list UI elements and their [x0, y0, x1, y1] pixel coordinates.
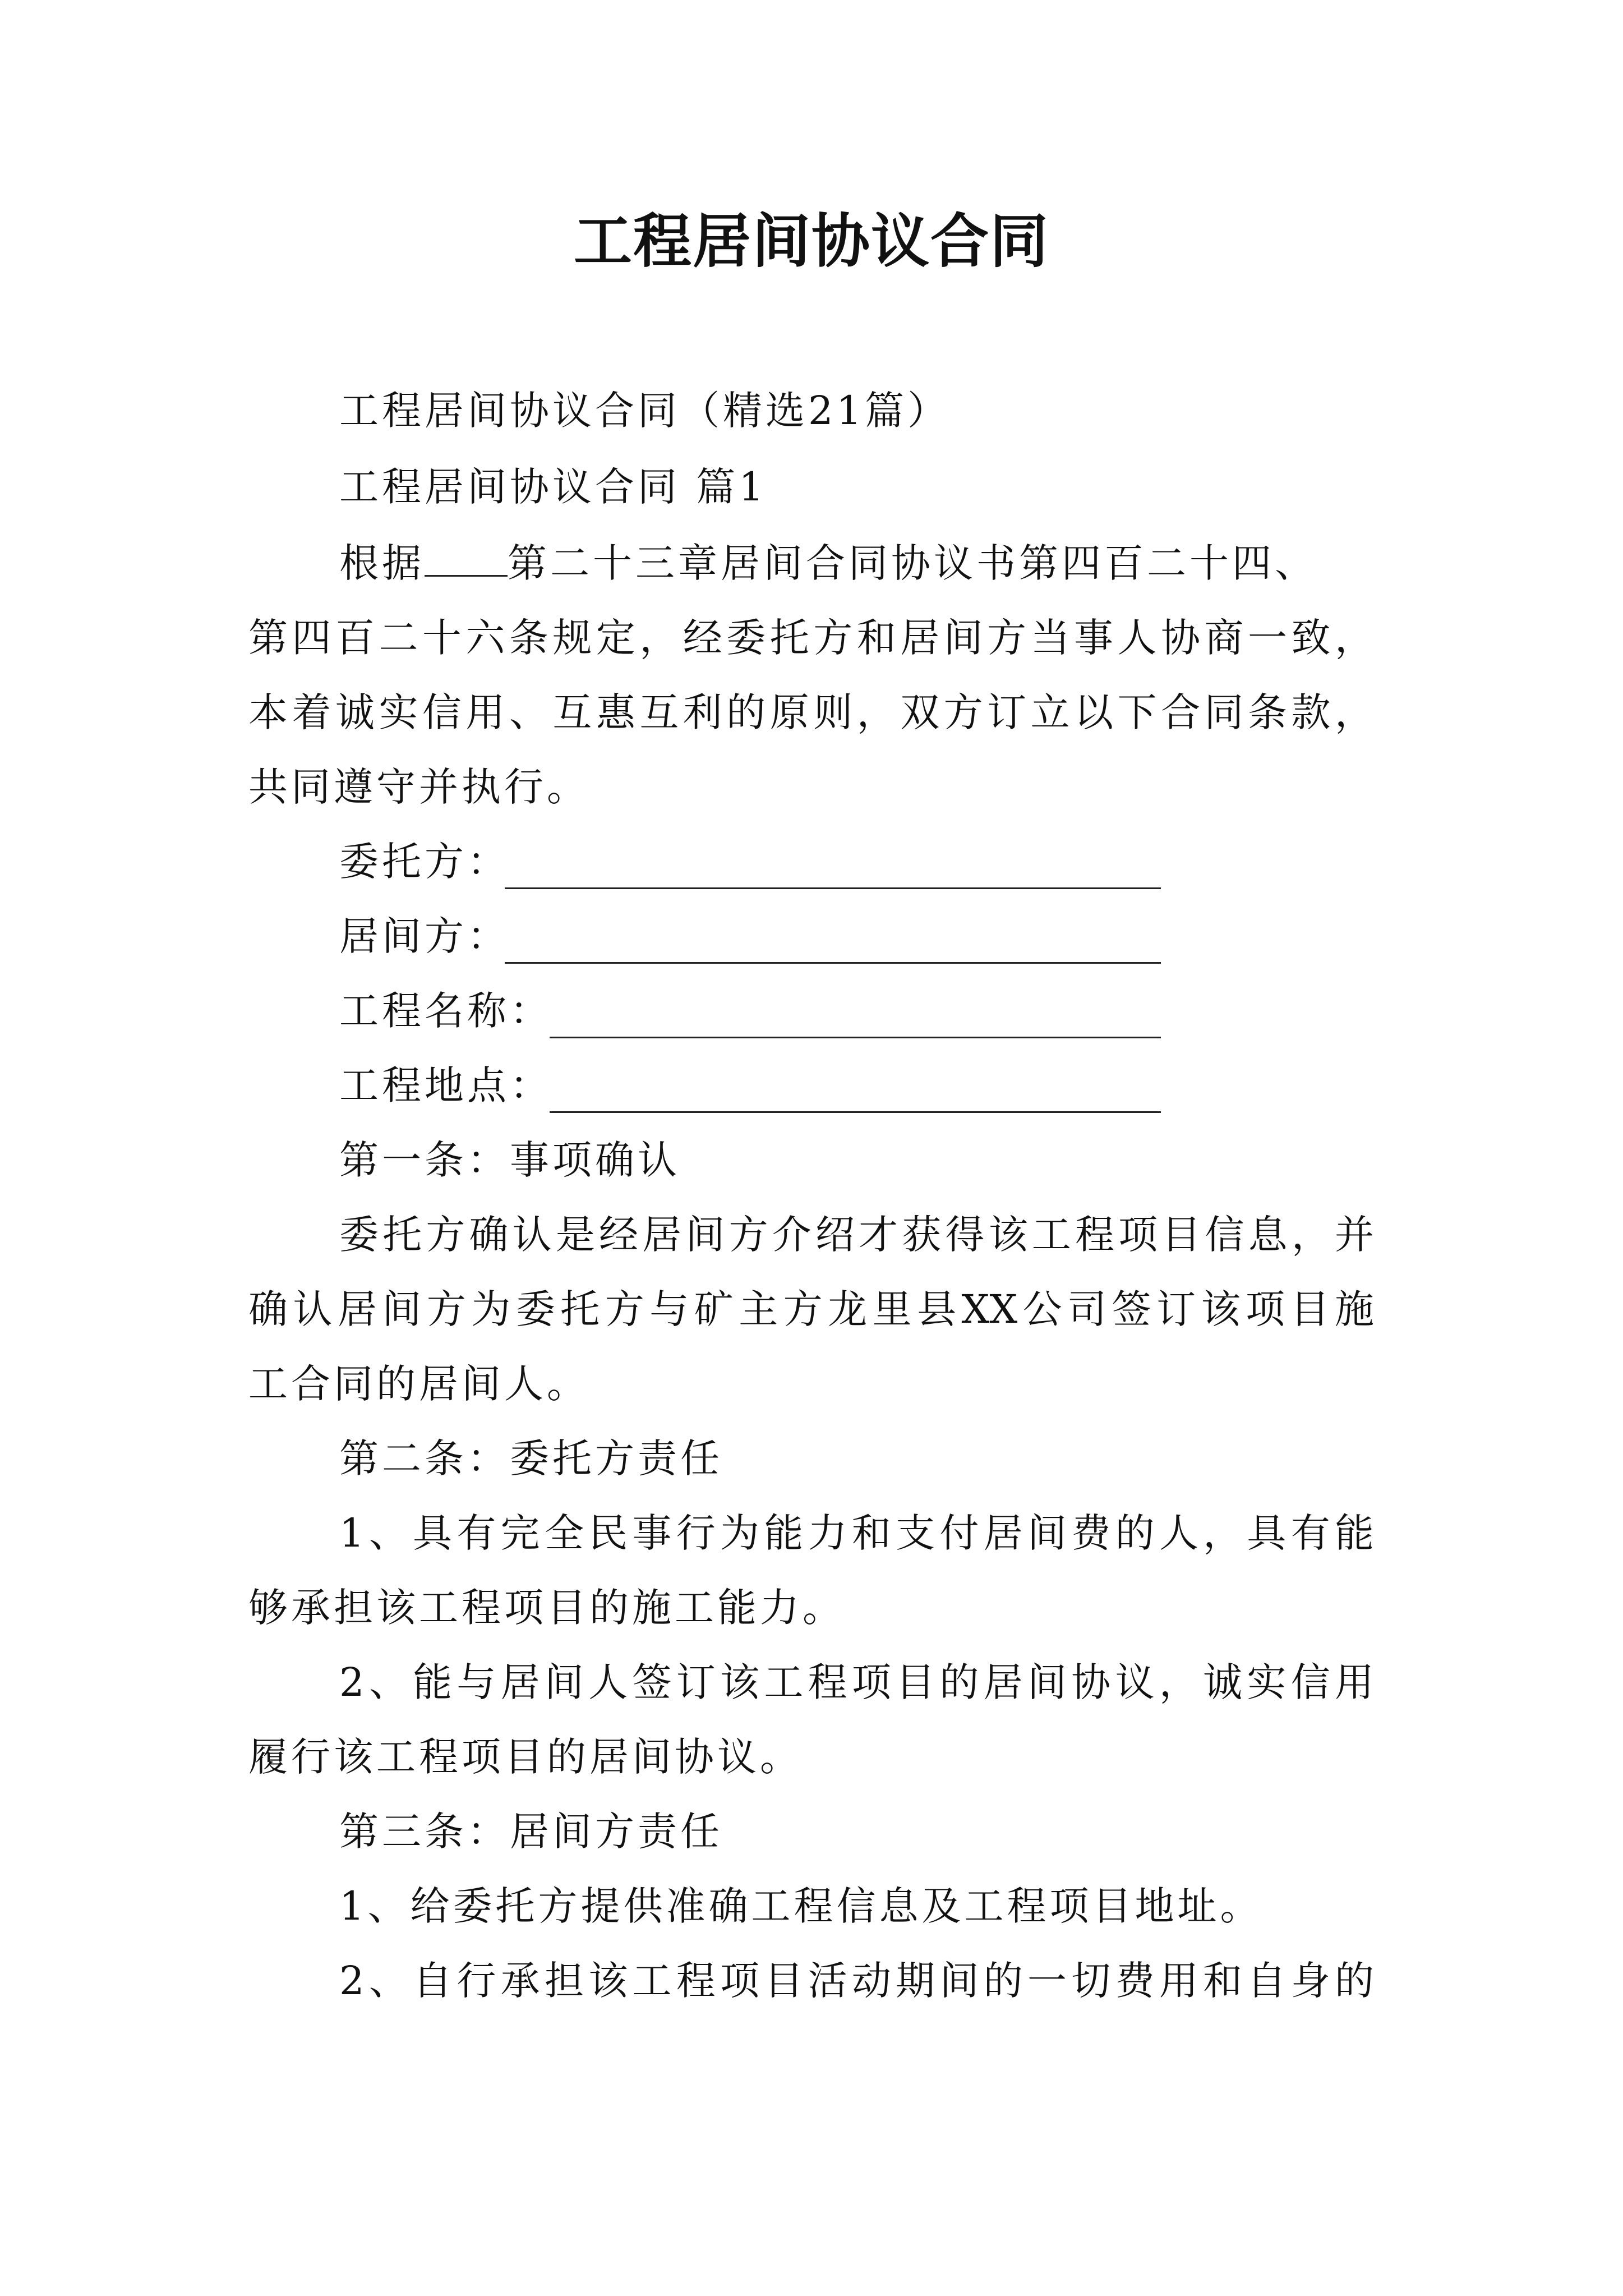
intro-line-2: 第四百二十六条规定，经委托方和居间方当事人协商一致， [248, 615, 1374, 661]
client-field-line [505, 887, 1161, 889]
intro-prefix: 根据 [339, 540, 425, 586]
article-2-item-1-line-2: 够承担该工程项目的施工能力。 [248, 1585, 845, 1631]
article-3-heading: 第三条：居间方责任 [339, 1809, 723, 1855]
intro-line-1 [339, 535, 1317, 591]
article-1-line-1: 委托方确认是经居间方介绍才获得该工程项目信息，并 [339, 1212, 1374, 1258]
client-field-label: 委托方： [339, 839, 510, 885]
article-3-item-1: 1、给委托方提供准确工程信息及工程项目地址。 [339, 1883, 1263, 1929]
document-title: 工程居间协议合同 [573, 206, 1049, 275]
intro-line-1-text: 第二十三章居间合同协议书第四百二十四、 [508, 540, 1317, 586]
article-1-heading: 第一条：事项确认 [339, 1137, 680, 1183]
section-heading: 工程居间协议合同 篇1 [339, 464, 767, 510]
project-location-field-label: 工程地点： [339, 1062, 552, 1108]
project-name-field-label: 工程名称： [339, 988, 552, 1034]
intro-line-3: 本着诚实信用、互惠互利的原则，双方订立以下合同条款， [248, 689, 1374, 735]
article-2-item-2-line-1: 2、能与居间人签订该工程项目的居间协议，诚实信用 [339, 1659, 1374, 1705]
article-2-heading: 第二条：委托方责任 [339, 1435, 723, 1481]
article-2-item-1-line-1: 1、具有完全民事行为能力和支付居间费的人，具有能 [339, 1510, 1374, 1556]
article-1-line-2: 确认居间方为委托方与矿主方龙里县XX公司签订该项目施 [248, 1286, 1374, 1332]
project-location-field-line [550, 1111, 1161, 1113]
project-name-field-line [550, 1037, 1161, 1038]
article-2-item-2-line-2: 履行该工程项目的居间协议。 [248, 1734, 803, 1780]
intermediary-field-line [505, 962, 1161, 964]
intro-line-4: 共同遵守并执行。 [248, 764, 589, 810]
intermediary-field-label: 居间方： [339, 913, 510, 959]
article-1-line-3: 工合同的居间人。 [248, 1361, 589, 1407]
article-3-item-2-line-1: 2、自行承担该工程项目活动期间的一切费用和自身的 [339, 1958, 1374, 2004]
document-subtitle: 工程居间协议合同（精选21篇） [339, 388, 951, 434]
law-name-blank [425, 540, 508, 577]
